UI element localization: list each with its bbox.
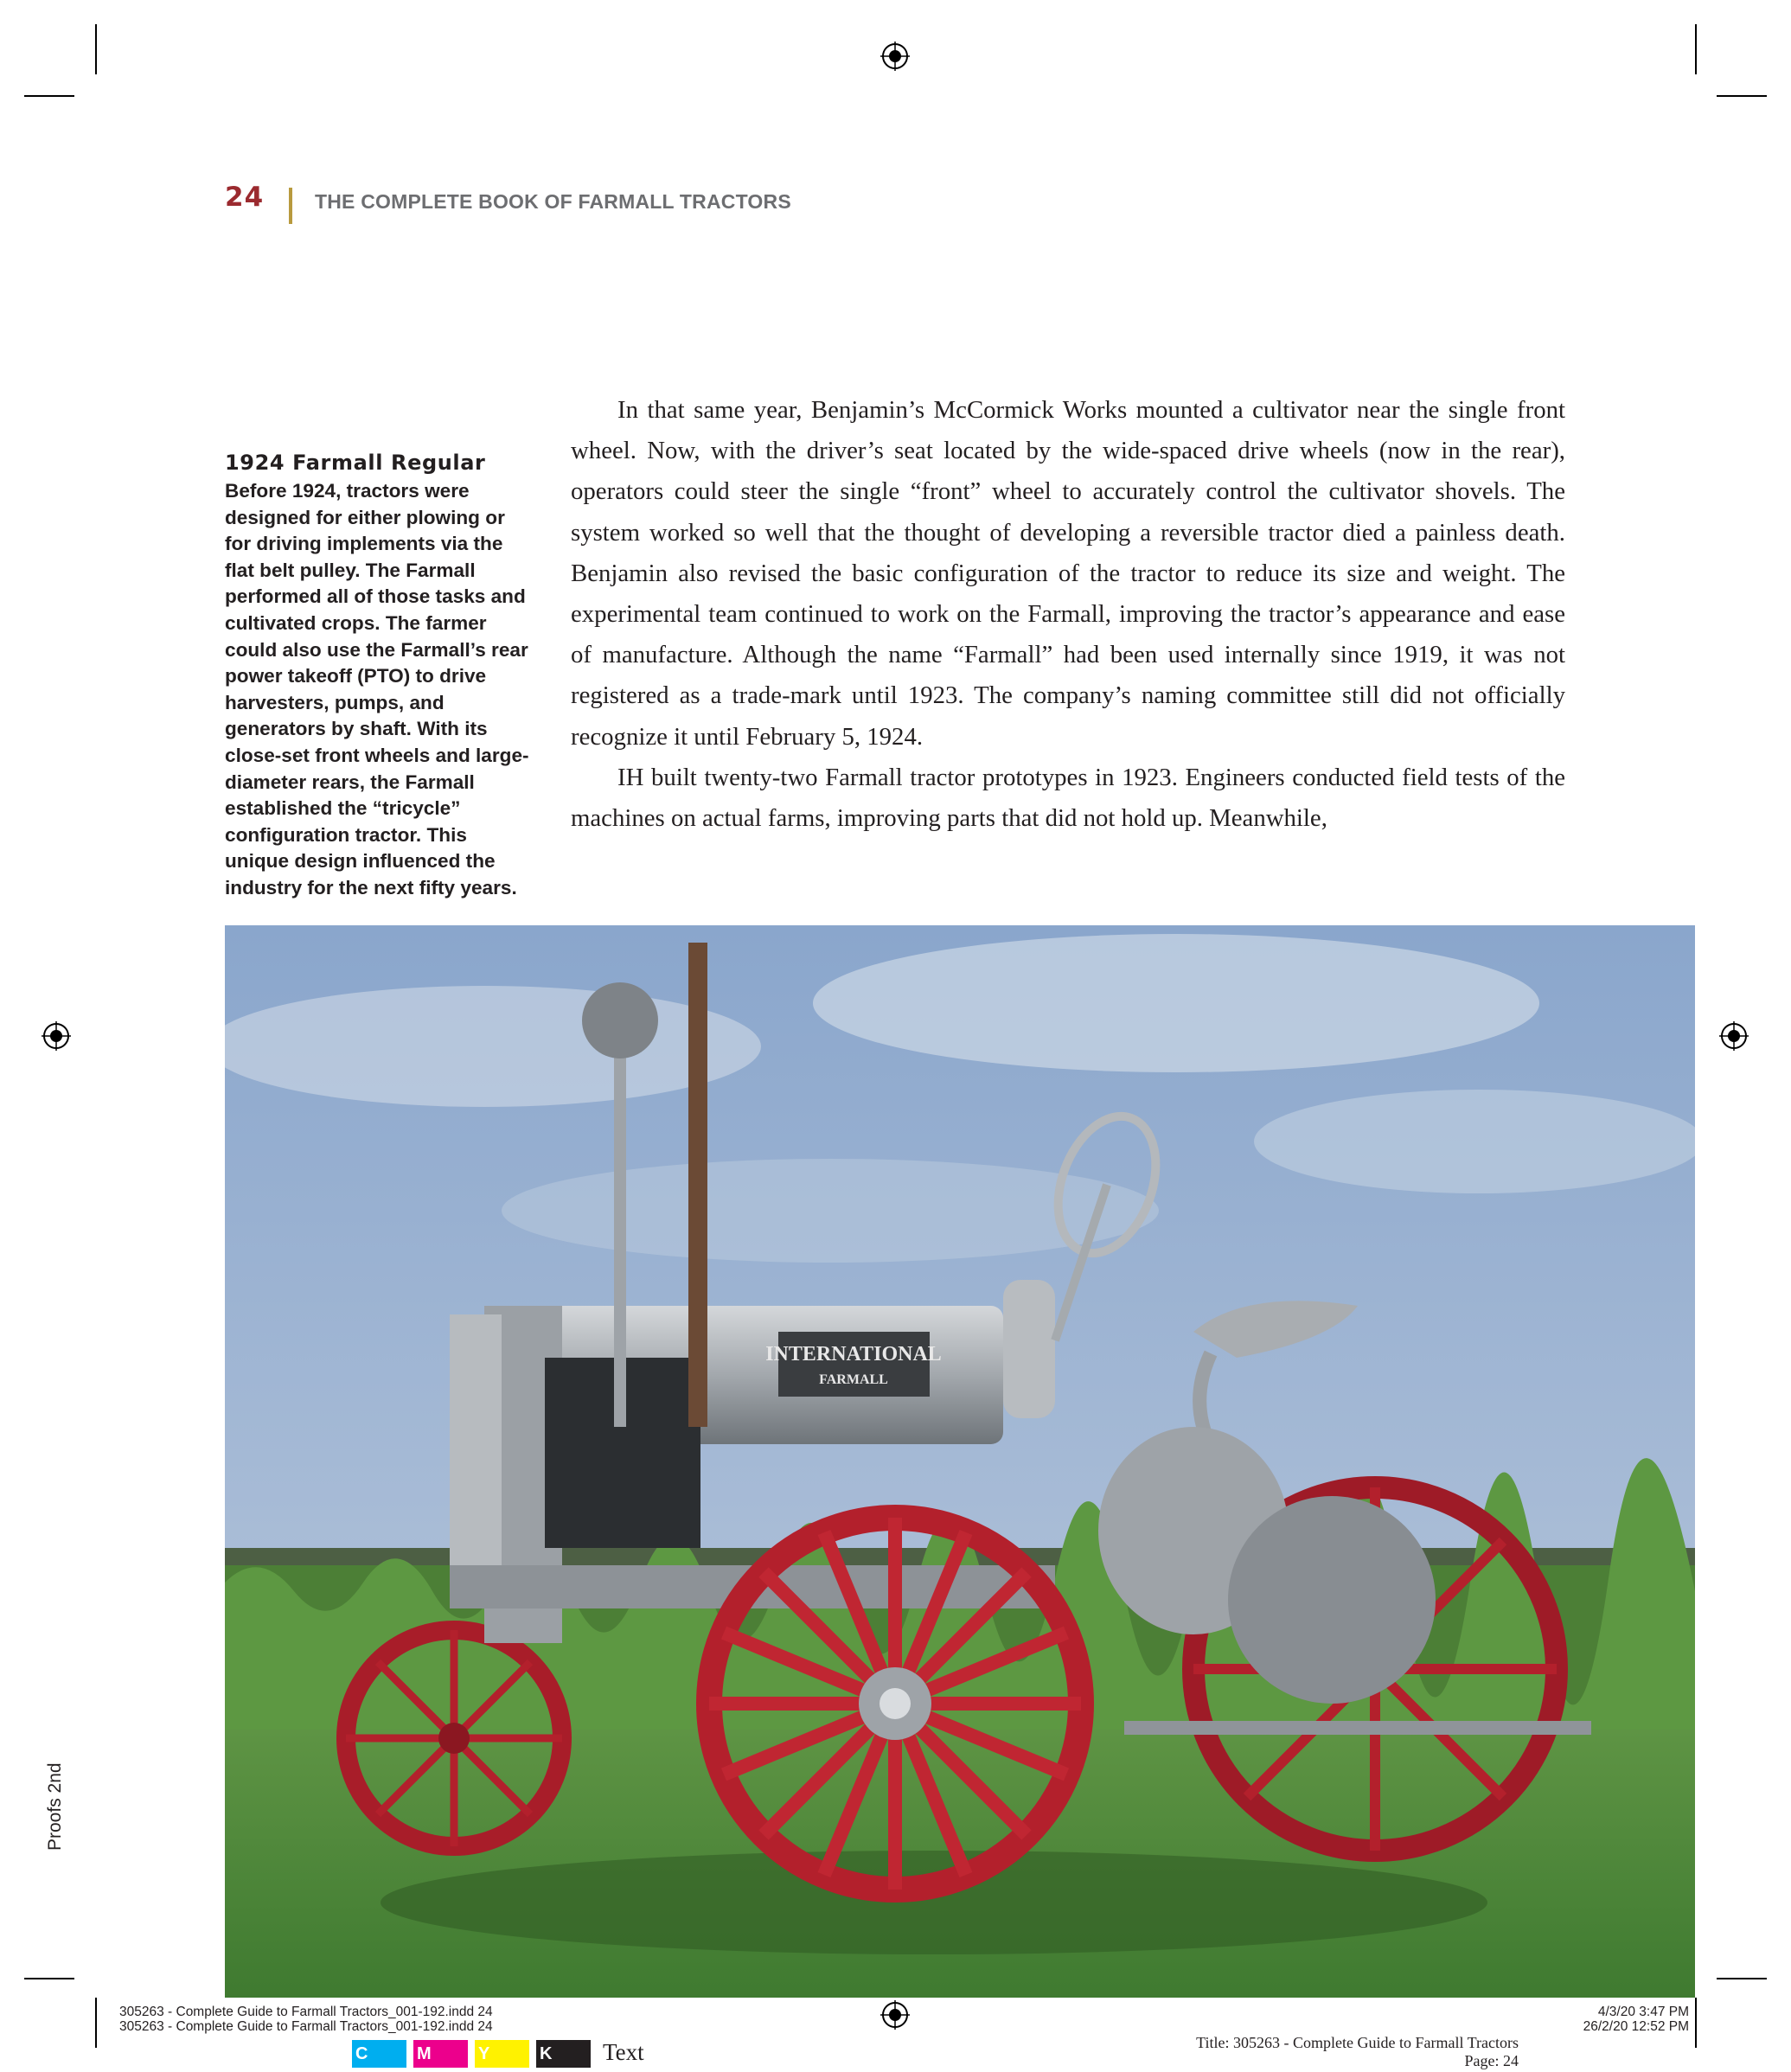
- slug-title-info: [1081, 2034, 1519, 2070]
- slug-date-line: 26/2/20 12:52 PM: [1583, 2019, 1689, 2034]
- slug-file-info: [119, 2005, 493, 2034]
- crop-mark: [95, 24, 97, 74]
- cmyk-color-bar: [352, 2040, 591, 2068]
- slug-file-line: 305263 - Complete Guide to Farmall Tractors_001-192.indd 24: [119, 2019, 493, 2034]
- slug-page-line: Page: 24: [1464, 2052, 1519, 2069]
- running-head-title: THE COMPLETE BOOK OF FARMALL TRACTORS: [315, 190, 791, 213]
- crop-mark: [95, 1998, 97, 2048]
- crop-mark: [1695, 1998, 1697, 2048]
- tractor-photo: [225, 925, 1695, 1998]
- crop-mark: [24, 1978, 74, 1979]
- caption-text: Before 1924, tractors were designed for either plowing or for driving implements via the flat belt pulley. The Farmall performed all of those tasks and cultivated crops. The farmer could also use the Farmall’s rear power takeoff (PTO) to drive harvesters, pumps, and generators by shaft. With its close-set front wheels and large-diameter rears, the Farmall established the “tricycle” configuration tractor. This unique design influenced the industry for the next fifty years.: [225, 480, 529, 899]
- body-text: [571, 390, 1565, 839]
- slug-date-info: [1539, 2005, 1689, 2034]
- registration-mark-icon: [1719, 1021, 1749, 1051]
- crop-mark: [24, 95, 74, 97]
- slug-title-line: Title: 305263 - Complete Guide to Farmall Tractors: [1196, 2034, 1519, 2051]
- yellow-swatch: Y: [475, 2040, 529, 2068]
- crop-mark: [1717, 95, 1767, 97]
- slug-date-line: 4/3/20 3:47 PM: [1597, 2005, 1689, 2019]
- caption-title: 1924 Farmall Regular: [225, 451, 486, 475]
- plate-text-label: Text: [603, 2039, 644, 2065]
- hood-badge-line-1: INTERNATIONAL: [765, 1343, 942, 1365]
- proof-label: Proofs 2nd: [45, 1762, 65, 1851]
- slug-file-line: 305263 - Complete Guide to Farmall Tractors_001-192.indd 24: [119, 2005, 493, 2019]
- registration-mark-icon: [880, 2000, 910, 2030]
- hood-badge-line-2: FARMALL: [819, 1372, 888, 1387]
- magenta-swatch: M: [413, 2040, 468, 2068]
- body-paragraph: In that same year, Benjamin’s McCormick Works mounted a cultivator near the single front wheel. Now, with the driver’s seat located by the wide-spaced drive wheels (now in the rear), operators could steer the single “front” wheel to accurately control the cultivator shovels. The system worked so well that the thought of developing a reversible tractor died a painless death. Benjamin also revised the basic configuration of the tractor to reduce its size and weight. The experimental team continued to work on the Farmall, improving the tractor’s appearance and ease of manufacture. Although the name “Farmall” had been used internally since 1919, it was not registered as a trade-mark until 1923. The company’s naming committee still did not officially recognize it until February 5, 1924.: [571, 396, 1565, 751]
- registration-mark-icon: [42, 1021, 71, 1051]
- black-swatch: K: [536, 2040, 591, 2068]
- header-divider: [289, 188, 292, 224]
- cyan-swatch: C: [352, 2040, 406, 2068]
- crop-mark: [1717, 1978, 1767, 1979]
- registration-mark-icon: [880, 42, 910, 71]
- page-number: 24: [225, 182, 265, 213]
- body-paragraph: IH built twenty-two Farmall tractor prototypes in 1923. Engineers conducted field tests of the machines on actual farms, improving parts that did not hold up. Meanwhile,: [571, 763, 1565, 833]
- crop-mark: [1695, 24, 1697, 74]
